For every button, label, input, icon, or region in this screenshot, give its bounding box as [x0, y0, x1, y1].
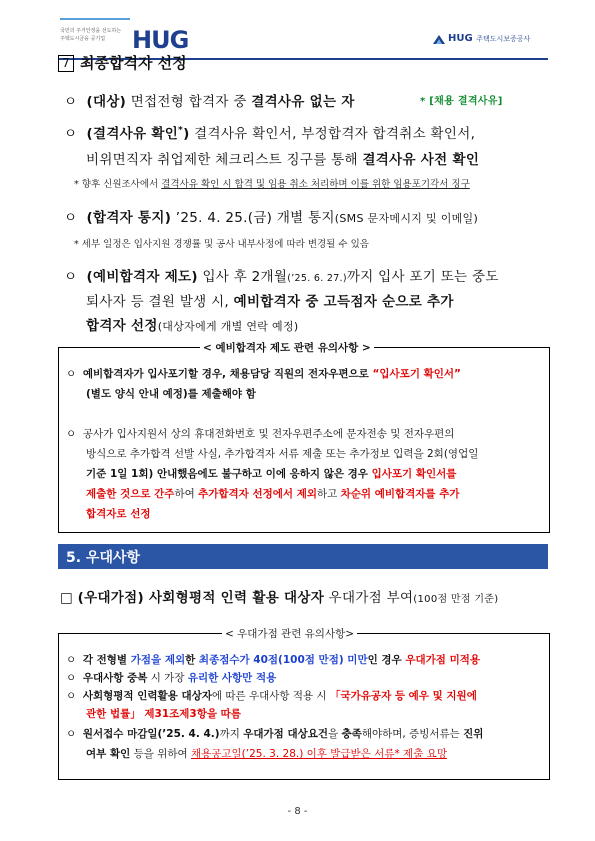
reserve-line-2: 퇴사자 등 결원 발생 시, 예비합격자 중 고득점자 순으로 추가 [86, 294, 454, 310]
box1-item2-line4: 제출한 것으로 간주하여 추가합격자 선정에서 제외하고 차순위 예비합격자를 추가 [86, 488, 460, 500]
logo-text: HUG [132, 26, 189, 54]
right-logo-text: HUG [448, 33, 473, 44]
roof-icon [60, 18, 130, 28]
box2-line4b: 여부 확인 등을 위하여 채용공고일(’25. 3. 28.) 이후 발급받은 서류* 제출 요망 [86, 748, 447, 760]
right-logo-sub: 주택도시보증공사 [476, 35, 531, 43]
target-tag: * [채용 결격사유] [420, 96, 503, 107]
box2-line4: ㅇ 원서접수 마감일(’25. 4. 4.)까지 우대가점 대상요건을 충족해야하며, 증빙서류는 진위 [66, 728, 484, 740]
note-1: * 향후 신원조사에서 결격사유 확인 시 합격 및 임용 취소 처리하며 이를 위한 임용포기각서 징구 [74, 179, 470, 190]
box1-item2-line1: ㅇ 공사가 입사지원서 상의 휴대전화번호 및 전자우편주소에 문자전송 및 전자우편의 [66, 428, 455, 440]
box2-line1: ㅇ 각 전형별 가점을 제외한 최종점수가 40점(100점 만점) 미만인 경우 우대가점 미적용 [66, 654, 480, 666]
box1-item1-line1: ㅇ 예비합격자가 입사포기할 경우, 채용담당 직원의 전자우편으로 “입사포기 확인서” [66, 368, 461, 380]
reserve-line-3: 합격자 선정(대상자에게 개별 연락 예정) [86, 318, 299, 334]
target-line: ㅇ (대상) 면접전형 합격자 중 결격사유 없는 자 [64, 94, 355, 110]
box1-item2-line5: 합격자로 선정 [86, 508, 151, 520]
section-title [58, 52, 187, 73]
section-5-title: 5. 우대사항 [66, 550, 141, 566]
hug-logo-left [60, 24, 210, 54]
box1-item1-line2: (별도 양식 안내 예정)를 제출해야 함 [86, 388, 256, 400]
box2-line2: ㅇ 우대사항 중복 시 가장 유리한 사항만 적용 [66, 672, 277, 684]
box1-item2-line3: 기준 1일 1회) 안내했음에도 불구하고 이에 응하지 않은 경우 입사포기 확인서를 [86, 468, 457, 480]
section-title-text: 최종합격자 선정 [80, 54, 187, 72]
section5-item: □ (우대가점) 사회형평적 인력 활용 대상자 우대가점 부여(100점 만점 기준) [60, 590, 499, 606]
logo-tagline-1: 국민의 주거안정을 선도하는 [60, 28, 122, 34]
checkbox-icon: □ [60, 590, 74, 606]
reserve-line-1: ㅇ (예비합격자 제도) 입사 후 2개월(’25. 6. 27.)까지 입사 포기 또는 중도 [64, 269, 499, 285]
section-5-header [58, 544, 548, 569]
box2-line3b: 관한 법률」 제31조제3항을 따름 [86, 708, 241, 720]
box2-line3: ㅇ 사회형평적 인력활용 대상자에 따른 우대사항 적용 시 「국가유공자 등 예우 및 지원에 [66, 690, 477, 702]
confirm-line-1: ㅇ (결격사유 확인*) 결격사유 확인서, 부정합격자 합격취소 확인서, [64, 125, 476, 142]
bonus-notice-title: < 우대가점 관련 유의사항> [222, 626, 357, 641]
note-2: * 세부 일정은 입사지원 경쟁률 및 공사 내부사정에 따라 변경될 수 있음 [74, 239, 369, 250]
confirm-line-2: 비위면직자 취업제한 체크리스트 징구를 통해 결격사유 사전 확인 [86, 152, 480, 168]
notice-line: ㅇ (합격자 통지) ’25. 4. 25.(금) 개별 통지(SMS 문자메시지 및 이메일) [64, 210, 479, 226]
section-number-box: 7 [58, 55, 74, 72]
page-number: - 8 - [287, 806, 308, 817]
box1-item2-line2: 방식으로 추가합격 선발 사실, 추가합격자 서류 제출 또는 추가정보 입력을 2회(영업일 [86, 448, 479, 460]
hug-mark-icon [432, 33, 446, 45]
logo-tagline-2: 주택도시금융 공기업 [60, 36, 106, 42]
reserve-notice-title: < 예비합격자 제도 관련 유의사항 > [200, 340, 374, 355]
